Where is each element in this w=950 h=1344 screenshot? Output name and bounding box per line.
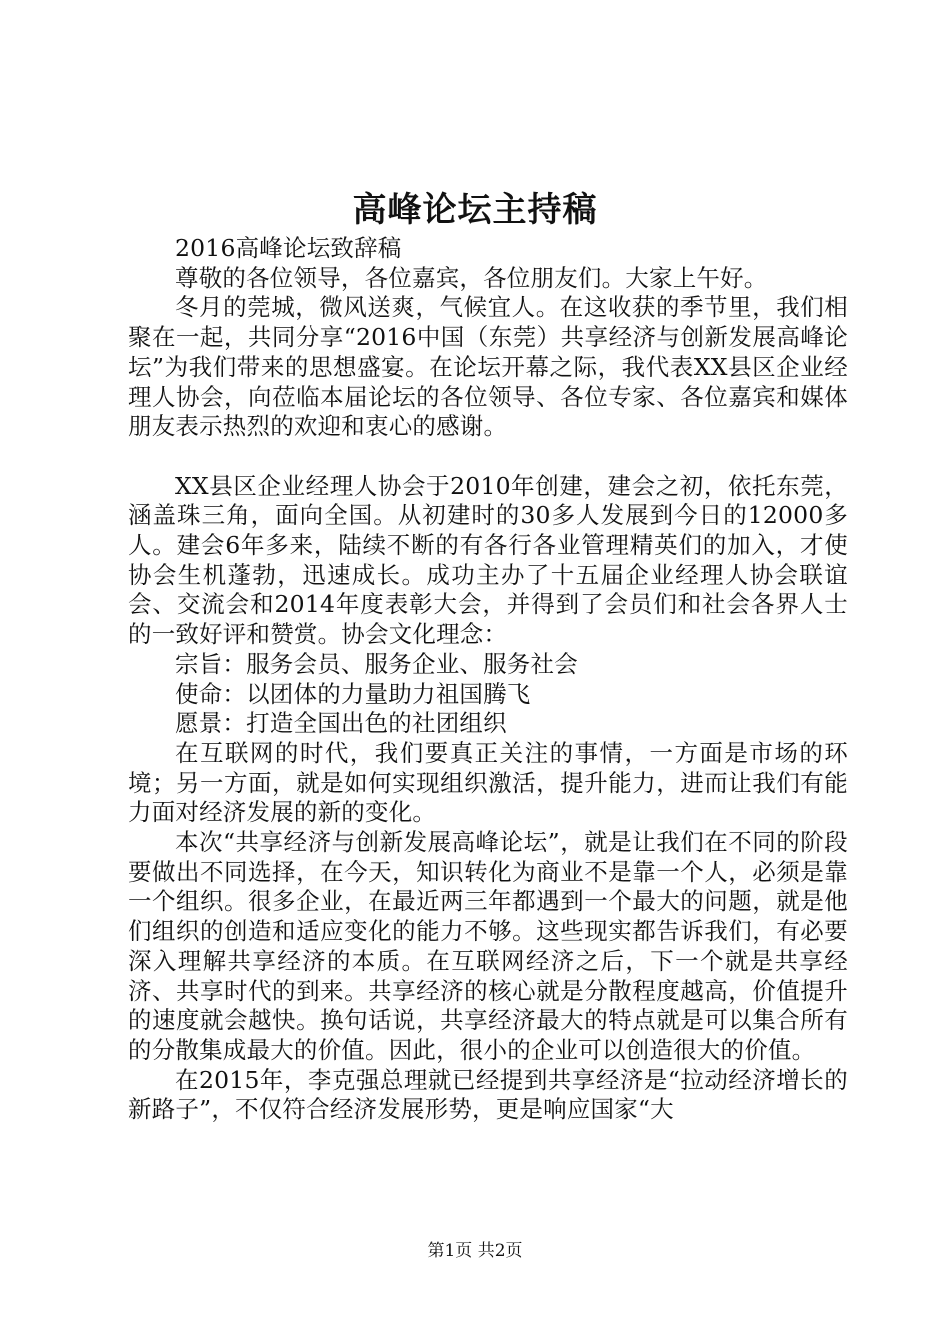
page-footer: 第1页 共2页: [427, 1241, 523, 1261]
document-body: [128, 234, 848, 1125]
paragraph-internet-era: 在互联网的时代，我们要真正关注的事情，一方面是市场的环境；另一方面，就是如何实现组织激活，提升能力，进而让我们有能力面对经济发展的新的变化。: [128, 738, 848, 827]
paragraph-heading: 2016高峰论坛致辞稿: [175, 234, 402, 262]
paragraph-purpose: 宗旨：服务会员、服务企业、服务社会: [175, 649, 578, 678]
document-title: 高峰论坛主持稿: [352, 190, 598, 230]
paragraph-2015: 在2015年，李克强总理就已经提到共享经济是“拉动经济增长的新路子”，不仅符合经济发展形势，更是响应国家“大: [128, 1065, 848, 1124]
paragraph-welcome: 冬月的莞城，微风送爽，气候宜人。在这收获的季节里，我们相聚在一起，共同分享“2016中国（东莞）共享经济与创新发展高峰论坛”为我们带来的思想盛宴。在论坛开幕之际，我代表XX县区企业经理人协会，向莅临本届论坛的各位领导、各位专家、各位嘉宾和媒体朋友表示热烈的欢迎和衷心的感谢。: [128, 293, 848, 441]
paragraph-vision: 愿景：打造全国出色的社团组织: [175, 709, 507, 738]
paragraph-greeting: 尊敬的各位领导，各位嘉宾，各位朋友们。大家上午好。: [175, 263, 768, 292]
paragraph-association: XX县区企业经理人协会于2010年创建，建会之初，依托东莞，涵盖珠三角，面向全国。从初建时的30多人发展到今日的12000多人。建会6年多来，陆续不断的有各行各业管理精英们的加入，才使协会生机蓬勃，迅速成长。成功主办了十五届企业经理人协会联谊会、交流会和2014年度表彰大会，并得到了会员们和社会各界人士的一致好评和赞赏。协会文化理念：: [128, 471, 848, 649]
paragraph-forum: 本次“共享经济与创新发展高峰论坛”，就是让我们在不同的阶段要做出不同选择，在今天，知识转化为商业不是靠一个人，必须是靠一个组织。很多企业，在最近两三年都遇到一个最大的问题，就是他们组织的创造和适应变化的能力不够。这些现实都告诉我们，有必要深入理解共享经济的本质。在互联网经济之后，下一个就是共享经济、共享时代的到来。共享经济的核心就是分散程度越高，价值提升的速度就会越快。换句话说，共享经济最大的特点就是可以集合所有的分散集成最大的价值。因此，很小的企业可以创造很大的价值。: [128, 828, 848, 1064]
paragraph-mission: 使命：以团体的力量助力祖国腾飞: [175, 679, 531, 708]
